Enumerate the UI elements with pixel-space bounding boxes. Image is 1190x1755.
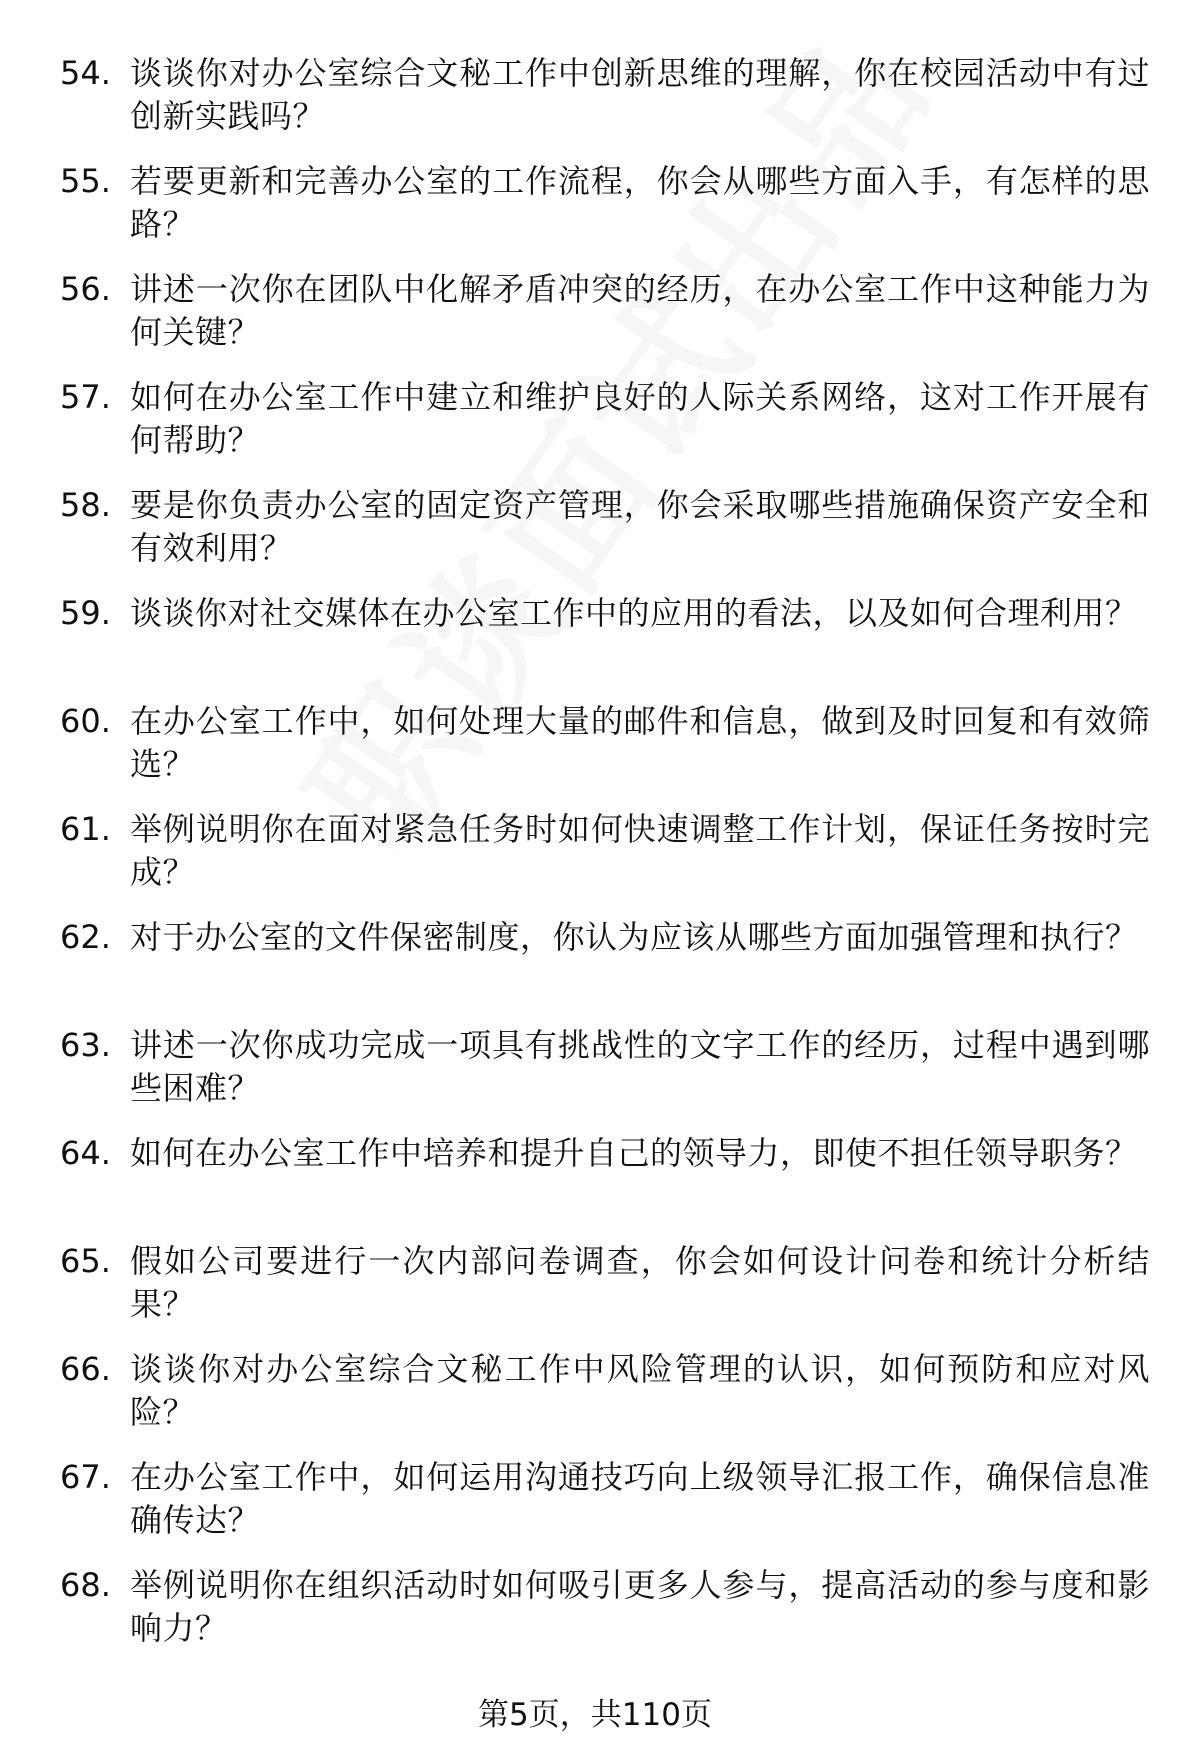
- question-item: [60, 1024, 1150, 1132]
- question-number: 64.: [60, 1134, 111, 1172]
- question-number: 63.: [60, 1026, 111, 1064]
- question-number: 60.: [60, 702, 111, 740]
- question-text: 举例说明你在组织活动时如何吸引更多人参与，提高活动的参与度和影响力？: [130, 1566, 1150, 1647]
- question-number: 68.: [60, 1566, 111, 1604]
- question-text: 如何在办公室工作中培养和提升自己的领导力，即使不担任领导职务？: [130, 1134, 1138, 1172]
- question-item: [60, 1456, 1150, 1564]
- question-text: 谈谈你对办公室综合文秘工作中创新思维的理解，你在校园活动中有过创新实践吗？: [130, 54, 1150, 135]
- page-footer: 第5页，共110页: [478, 1697, 712, 1733]
- question-text: 对于办公室的文件保密制度，你认为应该从哪些方面加强管理和执行？: [130, 918, 1138, 956]
- question-item: [60, 268, 1150, 376]
- question-text: 讲述一次你在团队中化解矛盾冲突的经历，在办公室工作中这种能力为何关键？: [130, 270, 1150, 351]
- question-item: [60, 916, 1150, 1024]
- question-number: 62.: [60, 918, 111, 956]
- question-text: 讲述一次你成功完成一项具有挑战性的文字工作的经历，过程中遇到哪些困难？: [130, 1026, 1150, 1107]
- question-number: 57.: [60, 378, 111, 416]
- question-item: [60, 1240, 1150, 1348]
- question-item: [60, 592, 1150, 700]
- question-text: 在办公室工作中，如何处理大量的邮件和信息，做到及时回复和有效筛选？: [130, 702, 1150, 783]
- question-text: 举例说明你在面对紧急任务时如何快速调整工作计划，保证任务按时完成？: [130, 810, 1150, 891]
- question-item: [60, 700, 1150, 808]
- question-number: 61.: [60, 810, 111, 848]
- question-number: 56.: [60, 270, 111, 308]
- question-number: 55.: [60, 162, 111, 200]
- question-item: [60, 808, 1150, 916]
- question-number: 65.: [60, 1242, 111, 1280]
- question-item: [60, 1564, 1150, 1672]
- question-number: 59.: [60, 594, 111, 632]
- question-text: 谈谈你对办公室综合文秘工作中风险管理的认识，如何预防和应对风险？: [130, 1350, 1150, 1431]
- question-number: 67.: [60, 1458, 111, 1496]
- question-text: 在办公室工作中，如何运用沟通技巧向上级领导汇报工作，确保信息准确传达？: [130, 1458, 1150, 1539]
- question-item: [60, 376, 1150, 484]
- question-item: [60, 160, 1150, 268]
- question-list: [60, 52, 1150, 1672]
- question-text: 如何在办公室工作中建立和维护良好的人际关系网络，这对工作开展有何帮助？: [130, 378, 1150, 459]
- question-text: 谈谈你对社交媒体在办公室工作中的应用的看法，以及如何合理利用？: [130, 594, 1138, 632]
- question-number: 54.: [60, 54, 111, 92]
- question-text: 若要更新和完善办公室的工作流程，你会从哪些方面入手，有怎样的思路？: [130, 162, 1150, 243]
- question-item: [60, 52, 1150, 160]
- question-item: [60, 1132, 1150, 1240]
- question-number: 66.: [60, 1350, 111, 1388]
- question-text: 假如公司要进行一次内部问卷调查，你会如何设计问卷和统计分析结果？: [130, 1242, 1150, 1323]
- question-item: [60, 1348, 1150, 1456]
- question-item: [60, 484, 1150, 592]
- question-text: 要是你负责办公室的固定资产管理，你会采取哪些措施确保资产安全和有效利用？: [130, 486, 1150, 567]
- question-number: 58.: [60, 486, 111, 524]
